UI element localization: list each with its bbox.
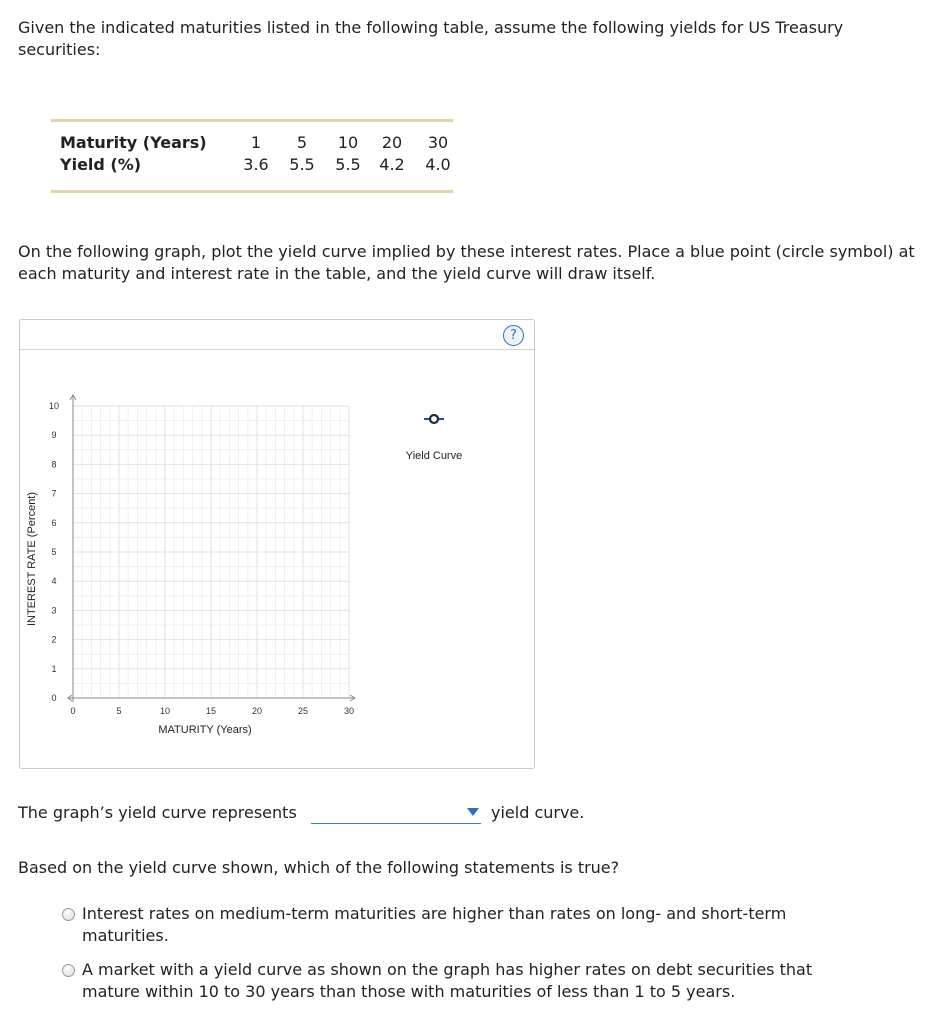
yield-curve-type-dropdown[interactable]: [311, 803, 481, 824]
yield-cell: 5.5: [335, 155, 361, 174]
x-tick-label: 30: [343, 706, 355, 716]
question-text: Based on the yield curve shown, which of the following statements is true?: [18, 858, 620, 877]
y-axis-label: INTEREST RATE (Percent): [26, 491, 38, 627]
maturity-header: Maturity (Years): [60, 133, 207, 152]
y-tick-label: 10: [48, 401, 60, 411]
x-tick-label: 5: [116, 706, 122, 716]
option-text: A market with a yield curve as shown on the graph has higher rates on debt securities that mature within 10 to 30 years than those with maturities of less than 1 to 5 years.: [82, 960, 813, 1001]
x-tick-label: 0: [70, 706, 76, 716]
y-tick-label: 6: [51, 517, 57, 528]
help-icon[interactable]: ?: [503, 325, 524, 346]
yield-curve-legend-tool[interactable]: [406, 415, 462, 462]
yield-cell: 4.2: [379, 155, 405, 174]
yield-cell: 5.5: [289, 155, 315, 174]
yield-curve-chart[interactable]: [20, 320, 534, 768]
y-tick-label: 2: [51, 634, 57, 645]
grid-lines: [73, 406, 349, 698]
y-tick-labels: [49, 401, 59, 703]
x-axis-label: MATURITY (Years): [158, 724, 252, 736]
y-tick-label: 4: [51, 576, 57, 587]
graph-panel: [19, 319, 535, 769]
sentence-before-dropdown: The graph’s yield curve represents: [18, 803, 297, 822]
maturity-yield-table: [51, 119, 453, 193]
x-tick-label: 20: [251, 706, 263, 716]
x-tick-label: 15: [205, 706, 217, 716]
maturity-cell: 30: [427, 133, 449, 152]
intro-text: Given the indicated maturities listed in the following table, assume the following yields for US Treasury securities:: [18, 18, 844, 59]
yield-header: Yield (%): [60, 155, 142, 174]
maturity-cell: 1: [250, 133, 262, 152]
y-tick-label: 5: [51, 547, 57, 557]
sentence-after-dropdown: yield curve.: [491, 803, 585, 822]
legend-label: Yield Curve: [405, 450, 463, 462]
x-tick-labels: [70, 706, 354, 716]
yield-cell: 3.6: [243, 155, 269, 174]
radio-button[interactable]: [62, 908, 75, 921]
y-tick-label: 0: [51, 693, 57, 703]
x-tick-label: 10: [159, 706, 171, 716]
option-text: Interest rates on medium-term maturities are higher than rates on long- and short-term maturities.: [82, 904, 787, 945]
dropdown-arrow-icon[interactable]: [467, 808, 479, 816]
y-tick-label: 7: [51, 488, 57, 499]
y-tick-label: 8: [51, 459, 57, 470]
radio-button[interactable]: [62, 964, 75, 977]
y-tick-label: 3: [51, 605, 57, 616]
y-tick-label: 1: [51, 663, 57, 674]
maturity-cell: 10: [337, 133, 359, 152]
y-tick-label: 9: [51, 430, 57, 441]
yield-cell: 4.0: [425, 155, 451, 174]
circle-point-icon[interactable]: [430, 415, 438, 423]
x-tick-label: 25: [297, 706, 309, 716]
instruction-text: On the following graph, plot the yield curve implied by these interest rates. Place a blue point (circle symbol) at each maturity and interest rate in the table, and the yield curve will draw itself.: [18, 242, 915, 283]
maturity-cell: 20: [381, 133, 403, 152]
maturity-cell: 5: [296, 133, 308, 152]
